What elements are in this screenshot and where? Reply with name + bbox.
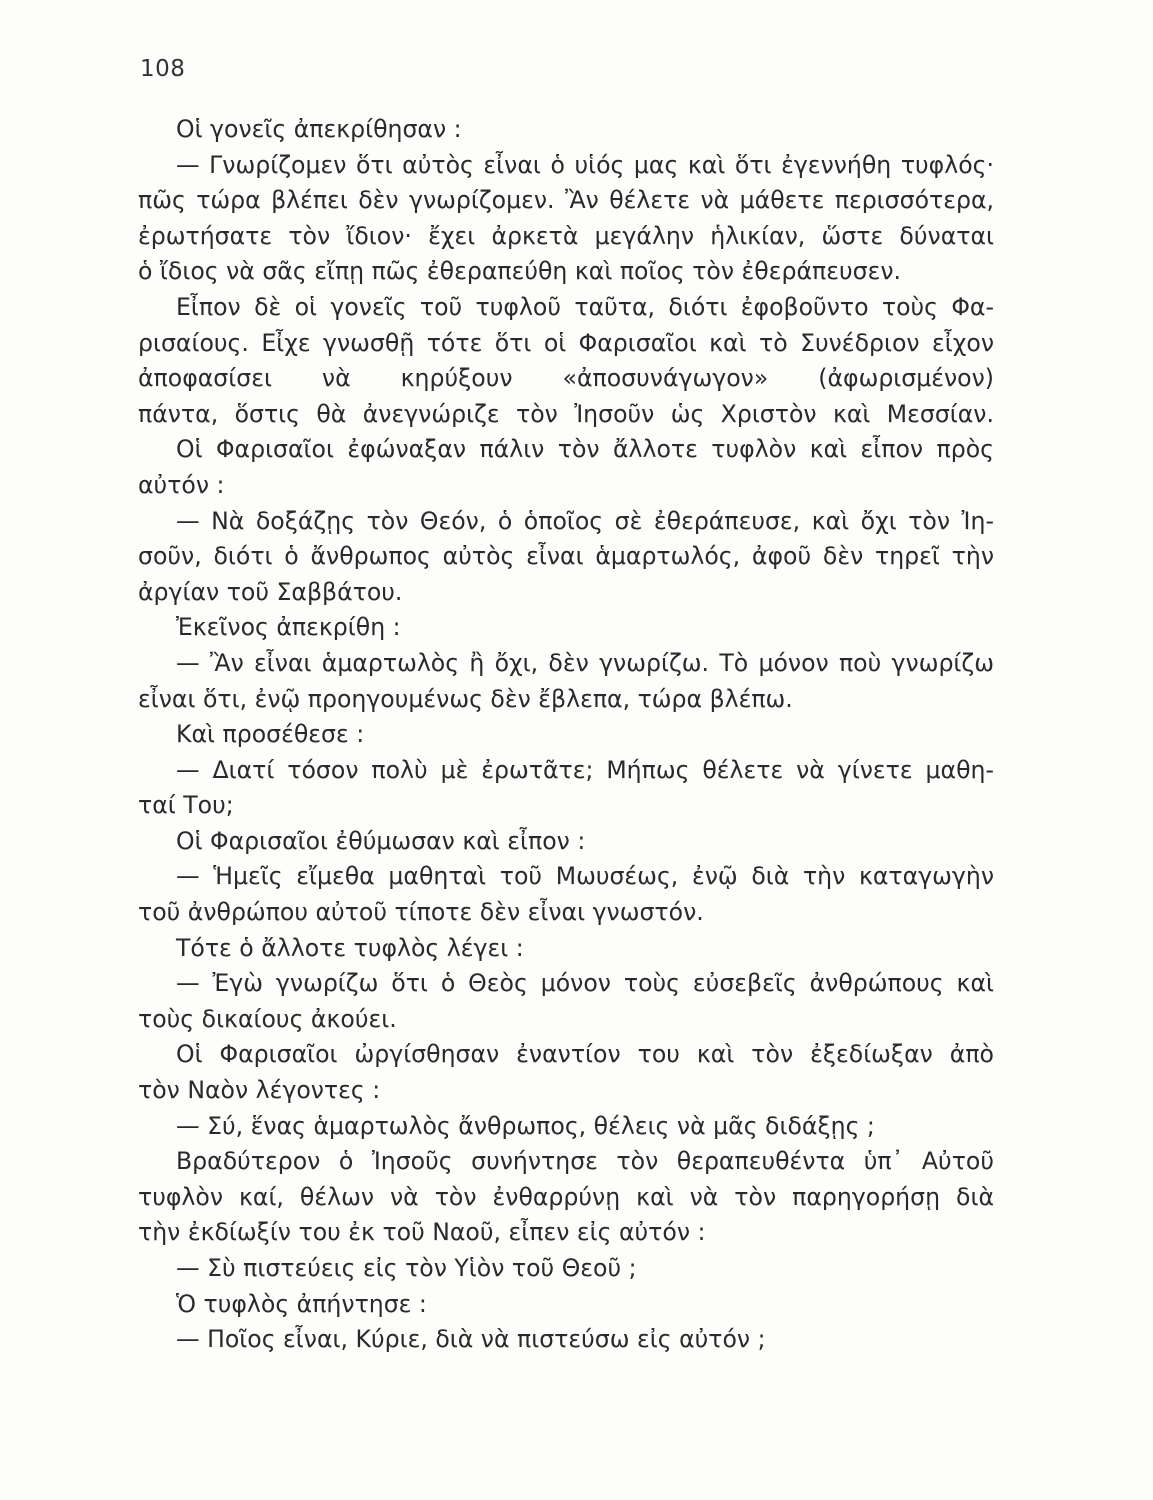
text-line: τὴν ἐκδίωξίν του ἐκ τοῦ Ναοῦ, εἶπεν εἰς αὐτόν :: [138, 1218, 706, 1247]
body-text: [138, 112, 994, 1358]
text-line: — Ἐγὼ γνωρίζω ὅτι ὁ Θεὸς μόνον τοὺς εὐσεβεῖς ἀνθρώπους καὶ: [176, 969, 994, 998]
text-line: — Διατί τόσον πολὺ μὲ ἐρωτᾶτε; Μήπως θέλετε νὰ γίνετε μαθη-: [176, 755, 994, 784]
text-line: ταί Του;: [138, 791, 234, 820]
text-line: ἀργίαν τοῦ Σαββάτου.: [138, 577, 403, 606]
text-line: — Σὺ πιστεύεις εἰς τὸν Υἱὸν τοῦ Θεοῦ ;: [176, 1254, 637, 1282]
text-line: — Γνωρίζομεν ὅτι αὐτὸς εἶναι ὁ υἱός μας καὶ ὅτι ἐγεννήθη τυφλός·: [176, 150, 994, 179]
text-line: ρισαίους. Εἶχε γνωσθῇ τότε ὅτι οἱ Φαρισαῖοι καὶ τὸ Συνέδριον εἶχον: [138, 328, 994, 357]
text-line: ἀποφασίσει νὰ κηρύξουν «ἀποσυνάγωγον» (ἀφωρισμένον): [138, 364, 994, 393]
text-line: τυφλὸν καί, θέλων νὰ τὸν ἐνθαρρύνῃ καὶ νὰ τὸν παρηγορήσῃ διὰ: [138, 1182, 994, 1211]
text-line: Ὁ τυφλὸς ἀπήντησε :: [176, 1289, 427, 1318]
text-line: Οἱ Φαρισαῖοι ἐθύμωσαν καὶ εἶπον :: [176, 826, 586, 855]
text-line: Τότε ὁ ἄλλοτε τυφλὸς λέγει :: [176, 933, 524, 962]
text-line: Οἱ Φαρισαῖοι ὠργίσθησαν ἐναντίον του καὶ τὸν ἐξεδίωξαν ἀπὸ: [176, 1040, 994, 1069]
text-line: Εἶπον δὲ οἱ γονεῖς τοῦ τυφλοῦ ταῦτα, διότι ἐφοβοῦντο τοὺς Φα-: [176, 292, 994, 321]
text-line: πῶς τώρα βλέπει δὲν γνωρίζομεν. Ἂν θέλετε νὰ μάθετε περισσότερα,: [138, 186, 994, 215]
text-line: Οἱ γονεῖς ἀπεκρίθησαν :: [176, 115, 462, 143]
text-line: αὐτόν :: [138, 470, 225, 499]
text-line: τοῦ ἀνθρώπου αὐτοῦ τίποτε δὲν εἶναι γνωστόν.: [138, 898, 704, 927]
text-line: τοὺς δικαίους ἀκούει.: [138, 1004, 397, 1033]
text-line: πάντα, ὅστις θὰ ἀνεγνώριζε τὸν Ἰησοῦν ὡς Χριστὸν καὶ Μεσσίαν.: [138, 399, 994, 428]
text-line: Καὶ προσέθεσε :: [176, 720, 365, 749]
text-line: ἐρωτήσατε τὸν ἴδιον· ἔχει ἀρκετὰ μεγάλην ἡλικίαν, ὥστε δύναται: [138, 221, 994, 250]
text-line: εἶναι ὅτι, ἐνῷ προηγουμένως δὲν ἔβλεπα, τώρα βλέπω.: [138, 684, 793, 713]
text-line: — Νὰ δοξάζῃς τὸν Θεόν, ὁ ὁποῖος σὲ ἐθεράπευσε, καὶ ὄχι τὸν Ἰη-: [176, 506, 994, 535]
text-line: — Σύ, ἕνας ἁμαρτωλὸς ἄνθρωπος, θέλεις νὰ μᾶς διδάξῃς ;: [176, 1111, 875, 1140]
text-line: — Ἡμεῖς εἴμεθα μαθηταὶ τοῦ Μωυσέως, ἐνῷ διὰ τὴν καταγωγὴν: [176, 862, 994, 891]
page-number: 108: [140, 56, 186, 82]
text-line: — Ἂν εἶναι ἁμαρτωλὸς ἢ ὄχι, δὲν γνωρίζω. Τὸ μόνον ποὺ γνωρίζω: [176, 648, 994, 677]
text-line: ὁ ἴδιος νὰ σᾶς εἴπῃ πῶς ἐθεραπεύθη καὶ ποῖος τὸν ἐθεράπευσεν.: [138, 257, 902, 286]
text-line: Οἱ Φαρισαῖοι ἐφώναξαν πάλιν τὸν ἄλλοτε τυφλὸν καὶ εἶπον πρὸς: [176, 435, 994, 464]
text-line: Ἐκεῖνος ἀπεκρίθη :: [176, 613, 401, 642]
text-line: σοῦν, διότι ὁ ἄνθρωπος αὐτὸς εἶναι ἁμαρτωλός, ἀφοῦ δὲν τηρεῖ τὴν: [138, 542, 994, 571]
text-line: Βραδύτερον ὁ Ἰησοῦς συνήντησε τὸν θεραπευθέντα ὑπ᾽ Αὐτοῦ: [176, 1147, 994, 1176]
text-line: τὸν Ναὸν λέγοντες :: [138, 1076, 381, 1105]
text-line: — Ποῖος εἶναι, Κύριε, διὰ νὰ πιστεύσω εἰς αὐτόν ;: [176, 1325, 766, 1354]
